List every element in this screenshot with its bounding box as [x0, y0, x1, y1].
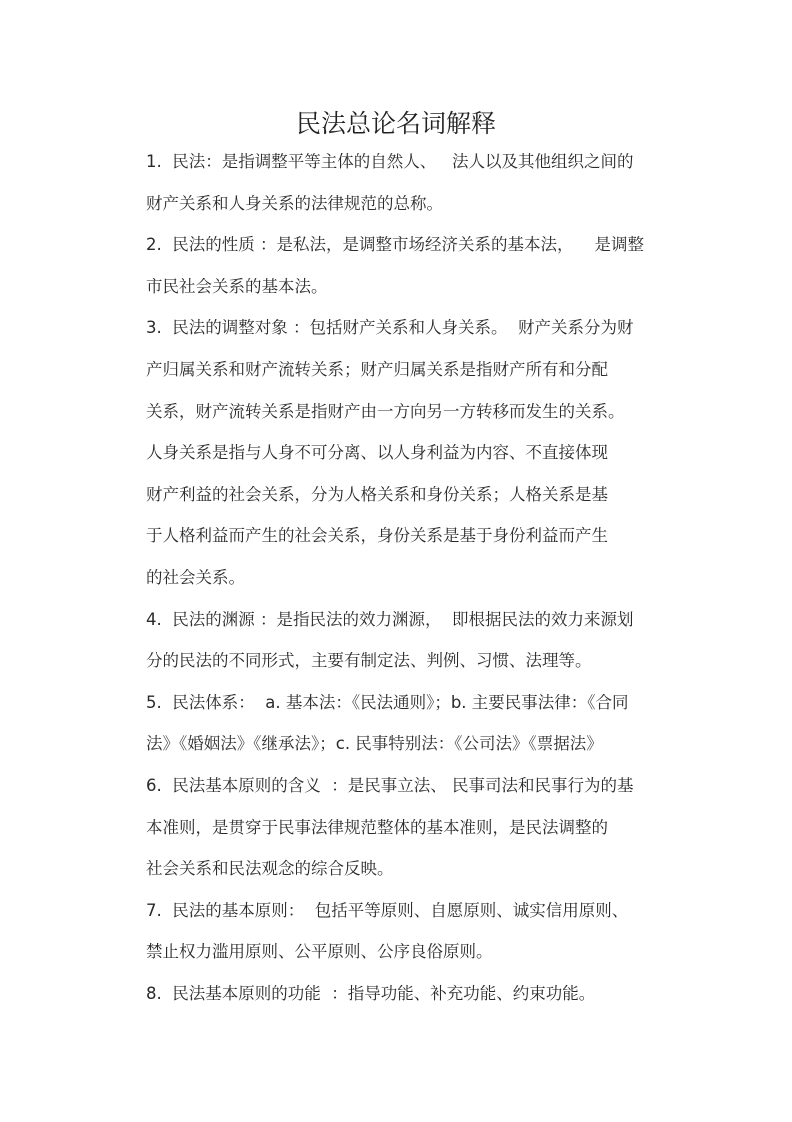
text-line: 产归属关系和财产流转关系；财产归属关系是指财产所有和分配	[146, 360, 608, 379]
text-line: 本准则，是贯穿于民事法律规范整体的基本准则，是民法调整的	[146, 817, 608, 837]
text-line: 于人格利益而产生的社会关系，身份关系是基于身份利益而产生	[146, 526, 608, 546]
text-line: 禁止权力滥用原则、公平原则、公序良俗原则。	[146, 942, 493, 962]
text-line: 3. 民法的调整对象 ：包括财产关系和人身关系。 财产关系分为财	[146, 318, 634, 338]
text-line: 5. 民法体系： a. 基本法：《民法通则》；b. 主要民事法律：《合同	[146, 692, 629, 712]
text-line: 1. 民法：是指调整平等主体的自然人、 法人以及其他组织之间的	[146, 152, 634, 171]
document-title: 民法总论名词解释	[295, 109, 496, 138]
text-line: 市民社会关系的基本法。	[146, 276, 328, 296]
text-line: 4. 民法的渊源 ：是指民法的效力渊源， 即根据民法的效力来源划	[146, 609, 634, 629]
text-line: 关系，财产流转关系是指财产由一方向另一方转移而发生的关系。	[146, 401, 625, 421]
text-line: 7. 民法的基本原则： 包括平等原则、自愿原则、诚实信用原则、	[146, 900, 629, 920]
text-line: 8. 民法基本原则的功能 ：指导功能、补充功能、约束功能。	[146, 984, 596, 1003]
text-line: 财产关系和人身关系的法律规范的总称。	[146, 193, 443, 213]
text-line: 社会关系和民法观念的综合反映。	[146, 859, 394, 879]
text-line: 财产利益的社会关系，分为人格关系和身份关系；人格关系是基	[146, 484, 608, 504]
text-line: 法》《婚姻法》《继承法》；c. 民事特别法：《公司法》《票据法》	[146, 734, 603, 754]
text-line: 分的民法的不同形式，主要有制定法、判例、习惯、法理等。	[146, 651, 592, 671]
text-line: 6. 民法基本原则的含义 ：是民事立法、 民事司法和民事行为的基	[146, 776, 634, 795]
text-line: 2. 民法的性质 ：是私法，是调整市场经济关系的基本法， 是调整	[146, 235, 644, 255]
text-line: 的社会关系。	[146, 568, 245, 587]
text-line: 人身关系是指与人身不可分离、以人身利益为内容、不直接体现	[146, 443, 608, 463]
